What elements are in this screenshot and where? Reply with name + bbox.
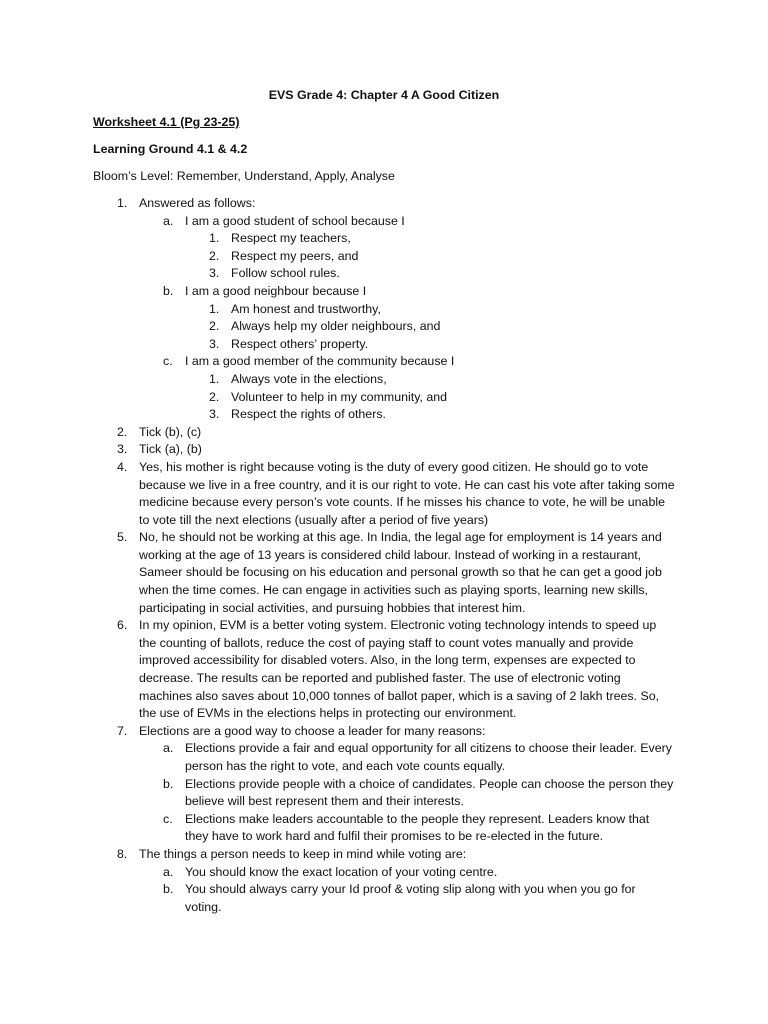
sub-answer-letter: a. <box>163 741 174 756</box>
reason-list <box>185 371 675 424</box>
sub-answer-text: You should always carry your Id proof & voting slip along with you when you go for voting. <box>185 882 636 914</box>
reason-list <box>185 230 675 283</box>
reason-item <box>185 389 675 407</box>
answer-number: 3. <box>117 442 128 457</box>
reason-item <box>185 318 675 336</box>
reason-text: Volunteer to help in my community, and <box>231 389 448 404</box>
answer-number: 6. <box>117 618 128 633</box>
reason-item <box>185 248 675 266</box>
sub-answer-text: I am a good member of the community because I <box>185 354 455 369</box>
sub-answer-text: Elections provide a fair and equal opportunity for all citizens to choose their leader. Every person has the right to vote, and each vote counts equally. <box>185 741 672 773</box>
answer-item <box>93 424 675 442</box>
sub-answer-list <box>139 864 675 917</box>
answer-number: 4. <box>117 459 128 474</box>
answer-text: Yes, his mother is right because voting is the duty of every good citizen. He should go to vote because we live in a free country, and it is our right to vote. He can cast his vote after taking some medicine because every person’s vote counts. If he misses his chance to vote, he will be unable to vote till the next elections (usually after a period of five years) <box>139 459 675 527</box>
answer-number: 5. <box>117 530 128 545</box>
reason-number: 2. <box>209 389 220 404</box>
sub-answer-text: I am a good student of school because I <box>185 213 405 228</box>
sub-answer-text: Elections provide people with a choice of candidates. People can choose the person they believe will best represent them and their interests. <box>185 776 674 809</box>
sub-answer-item <box>139 864 675 882</box>
answer-item <box>93 529 675 617</box>
reason-number: 1. <box>209 371 220 386</box>
sub-answer-letter: b. <box>163 776 174 791</box>
reason-text: Respect my teachers, <box>231 231 351 246</box>
reason-item <box>185 371 675 389</box>
sub-answer-list <box>139 213 675 424</box>
answer-text: Answered as follows: <box>139 196 256 210</box>
sub-answer-list <box>139 740 675 846</box>
reason-number: 2. <box>209 248 220 263</box>
answer-text: Elections are a good way to choose a leader for many reasons: <box>139 723 486 738</box>
reason-item <box>185 336 675 354</box>
answer-item <box>93 846 675 916</box>
sub-answer-item <box>139 811 675 846</box>
reason-text: Always vote in the elections, <box>231 371 387 386</box>
reason-text: Respect others’ property. <box>231 336 369 351</box>
reason-list <box>185 301 675 354</box>
reason-number: 3. <box>209 407 220 422</box>
answer-number: 7. <box>117 723 128 738</box>
sub-answer-text: Elections make leaders accountable to the people they represent. Leaders know that they have to work hard and fulfil their promises to be re-elected in the future. <box>185 811 650 844</box>
reason-text: Follow school rules. <box>231 266 340 281</box>
sub-answer-letter: a. <box>163 213 174 228</box>
sub-answer-letter: b. <box>163 882 174 897</box>
answer-item <box>93 441 675 459</box>
answer-number: 1. <box>117 196 128 210</box>
sub-answer-text: You should know the exact location of your voting centre. <box>185 864 498 879</box>
learning-ground-heading: Learning Ground 4.1 & 4.2 <box>93 142 248 156</box>
sub-answer-letter: b. <box>163 283 174 298</box>
reason-item <box>185 230 675 248</box>
answer-number: 8. <box>117 846 128 861</box>
reason-text: Am honest and trustworthy, <box>231 301 381 316</box>
answer-text: No, he should not be working at this age. In India, the legal age for employment is 14 years and working at the age of 13 years is considered child labour. Instead of working in a restaurant, Sameer should be focusing on his education and personal growth so that he can get a good job when the time comes. He can engage in activities such as playing sports, learning new skills, participating in social activities, and pursuing hobbies that interest him. <box>139 530 662 615</box>
answer-number: 2. <box>117 424 128 439</box>
answers-list <box>93 195 675 916</box>
reason-item <box>185 301 675 319</box>
sub-answer-item <box>139 740 675 775</box>
blooms-level: Bloom’s Level: Remember, Understand, Apply, Analyse <box>93 169 395 183</box>
reason-item <box>185 406 675 424</box>
answer-text: Tick (a), (b) <box>139 442 202 457</box>
reason-item <box>185 265 675 283</box>
answer-text: Tick (b), (c) <box>139 424 202 439</box>
worksheet-heading: Worksheet 4.1 (Pg 23-25) <box>93 115 240 129</box>
sub-answer-item <box>139 283 675 353</box>
reason-text: Always help my older neighbours, and <box>231 319 441 334</box>
reason-number: 2. <box>209 319 220 334</box>
answer-item <box>93 195 675 424</box>
sub-answer-letter: c. <box>163 811 173 826</box>
answer-item <box>93 617 675 723</box>
reason-number: 1. <box>209 231 220 246</box>
reason-text: Respect the rights of others. <box>231 407 386 422</box>
document-title: EVS Grade 4: Chapter 4 A Good Citizen <box>268 88 500 102</box>
sub-answer-letter: c. <box>163 354 173 369</box>
answer-item <box>93 459 675 529</box>
reason-number: 3. <box>209 336 220 351</box>
answer-text: The things a person needs to keep in mind while voting are: <box>139 846 467 861</box>
answer-item <box>93 723 675 846</box>
sub-answer-item <box>139 881 675 916</box>
reason-number: 3. <box>209 266 220 281</box>
sub-answer-letter: a. <box>163 864 174 879</box>
sub-answer-item <box>139 213 675 283</box>
sub-answer-text: I am a good neighbour because I <box>185 283 367 298</box>
sub-answer-item <box>139 776 675 811</box>
reason-text: Respect my peers, and <box>231 248 359 263</box>
answer-text: In my opinion, EVM is a better voting system. Electronic voting technology intends to speed up the counting of ballots, reduce the cost of paying staff to count votes manually and provide improved accessibility for disabled voters. Also, in the long term, expenses are expected to decrease. The results can be reported and published faster. The use of electronic voting machines also saves about 10,000 tonnes of ballot paper, which is a saving of 2 lakh trees. So, the use of EVMs in the elections helps in protecting our environment. <box>139 618 660 721</box>
sub-answer-item <box>139 353 675 423</box>
reason-number: 1. <box>209 301 220 316</box>
